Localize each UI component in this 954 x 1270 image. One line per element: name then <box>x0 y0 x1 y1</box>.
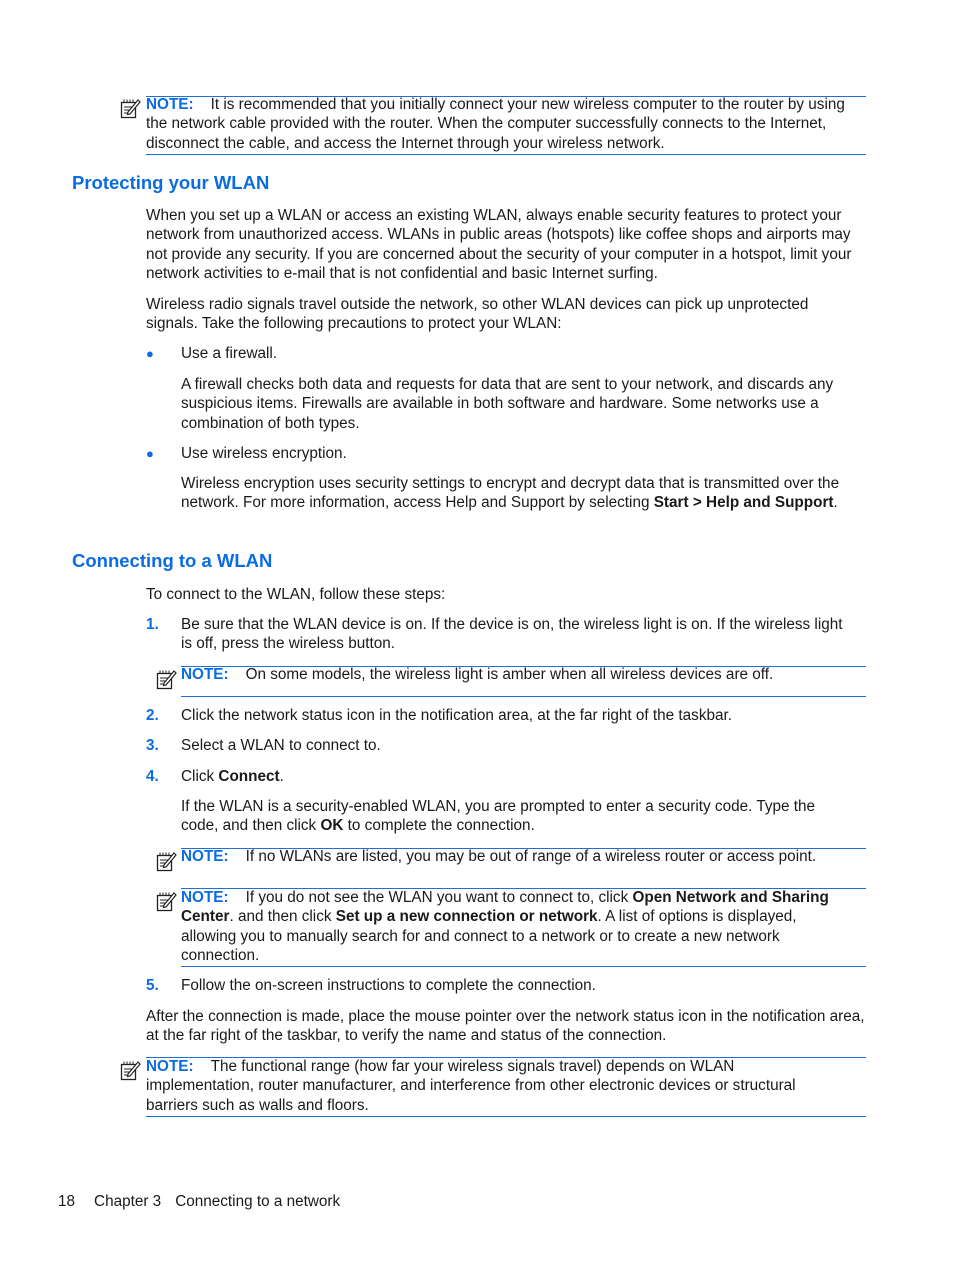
after-connection-paragraph: After the connection is made, place the mouse pointer over the network status icon in the notification area, at the far right of the taskbar, to verify the name and status of the connection. <box>146 1008 865 1045</box>
text-run: Click <box>181 768 219 785</box>
note-bottom-rule <box>146 154 866 155</box>
note-text: If no WLANs are listed, you may be out of range of a wireless router or access point. <box>245 848 817 865</box>
text-run: . <box>833 494 838 512</box>
bullet-icon: ● <box>146 446 154 461</box>
ui-term-bold: Connect <box>218 768 280 785</box>
steps-intro: To connect to the WLAN, follow these steps: <box>146 586 446 603</box>
note-bottom-rule <box>181 696 866 697</box>
page-number: 18 <box>58 1193 76 1210</box>
bullet-1-body: A firewall checks both data and requests for data that are sent to your network, and discards any suspicious items. Firewalls are available in both software and hardware. Some networks use a combination of both types. <box>181 376 834 432</box>
text-run: If the WLAN is a security-enabled WLAN, you are prompted to enter a security code. Type the code, and then click <box>181 798 815 835</box>
note-text: If you do not see the WLAN you want to connect to, click <box>245 889 633 906</box>
text-run: . A list of options is displayed, <box>597 908 797 926</box>
step-number: 3. <box>146 737 159 754</box>
step-number: 4. <box>146 768 159 785</box>
note-bottom-rule <box>181 966 866 967</box>
note-paragraph <box>181 665 866 684</box>
note-paragraph <box>181 888 871 966</box>
note-icon <box>119 1059 141 1081</box>
step-number: 5. <box>146 977 159 994</box>
text-run: connection. <box>181 947 260 965</box>
text-run: to complete the connection. <box>343 817 535 835</box>
chapter-title: Connecting to a network <box>175 1193 341 1210</box>
note-label: NOTE: <box>146 1058 194 1075</box>
note-text: The functional range (how far your wireless signals travel) depends on WLAN implementation, router manufacturer, and interference from other electronic devices or structural barriers such as walls and floors. <box>146 1058 796 1114</box>
page-footer <box>58 1192 340 1211</box>
note-label: NOTE: <box>181 666 229 683</box>
step-4-text <box>181 767 284 786</box>
ui-term-bold: Set up a new connection or network <box>335 908 598 926</box>
step-2-text: Click the network status icon in the notification area, at the far right of the taskbar. <box>181 707 732 724</box>
section1-paragraph-2: Wireless radio signals travel outside the network, so other WLAN devices can pick up unprotected signals. Take the following precautions to protect your WLAN: <box>146 296 809 333</box>
note-label: NOTE: <box>146 96 194 113</box>
step-number: 1. <box>146 616 159 633</box>
note-icon <box>155 890 177 912</box>
chapter-label: Chapter 3 <box>94 1193 162 1210</box>
ui-term-bold: Center <box>181 908 230 926</box>
step-3-text: Select a WLAN to connect to. <box>181 737 381 754</box>
section-heading-connecting: Connecting to a WLAN <box>72 550 273 571</box>
ui-term-bold: OK <box>320 817 344 835</box>
menu-path-bold: Start > Help and <box>653 494 771 512</box>
note-text: On some models, the wireless light is amber when all wireless devices are off. <box>245 666 774 683</box>
bullet-2-title: Use wireless encryption. <box>181 445 347 462</box>
step-4-body <box>181 797 853 836</box>
note-icon <box>155 668 177 690</box>
section-heading-protecting: Protecting your WLAN <box>72 172 270 193</box>
text-run: allowing you to manually search for and connect to a network or to create a new network <box>181 927 780 945</box>
note-bottom-rule <box>146 1116 866 1117</box>
note-label: NOTE: <box>181 848 229 865</box>
step-5-text: Follow the on-screen instructions to complete the connection. <box>181 977 596 994</box>
text-run: . and then click <box>229 908 336 926</box>
text-run: Wireless encryption uses security settings to encrypt and decrypt data that is transmitted over the network. For more information, access Help and Support by selecting <box>181 475 840 512</box>
note-icon <box>155 850 177 872</box>
bullet-icon: ● <box>146 346 154 361</box>
bullet-2-body <box>181 474 853 513</box>
bullet-1-title: Use a firewall. <box>181 345 278 362</box>
step-number: 2. <box>146 707 159 724</box>
note-text: It is recommended that you initially connect your new wireless computer to the router by using the network cable provided with the router. When the computer successfully connects to the Internet, disconnect the cable, and access the Internet through your wireless network. <box>146 96 845 152</box>
note-paragraph <box>181 847 866 866</box>
section1-paragraph-1: When you set up a WLAN or access an existing WLAN, always enable security features to protect your network from unauthorized access. WLANs in public areas (hotspots) like coffee shops and airports may not provide any security. If you are concerned about the security of your computer in a hotspot, limit your network activities to e-mail that is not confidential and basic Internet surfing. <box>146 207 852 283</box>
text-run: . <box>279 768 284 785</box>
menu-path-bold: Support <box>774 494 834 512</box>
note-paragraph <box>146 1057 844 1115</box>
step-1-text: Be sure that the WLAN device is on. If the device is on, the wireless light is on. If the wireless light is off, press the wireless button. <box>181 616 843 653</box>
note-icon <box>119 97 141 119</box>
note-label: NOTE: <box>181 889 229 906</box>
ui-term-bold: Open Network and Sharing <box>632 889 829 906</box>
note-paragraph <box>146 95 858 153</box>
